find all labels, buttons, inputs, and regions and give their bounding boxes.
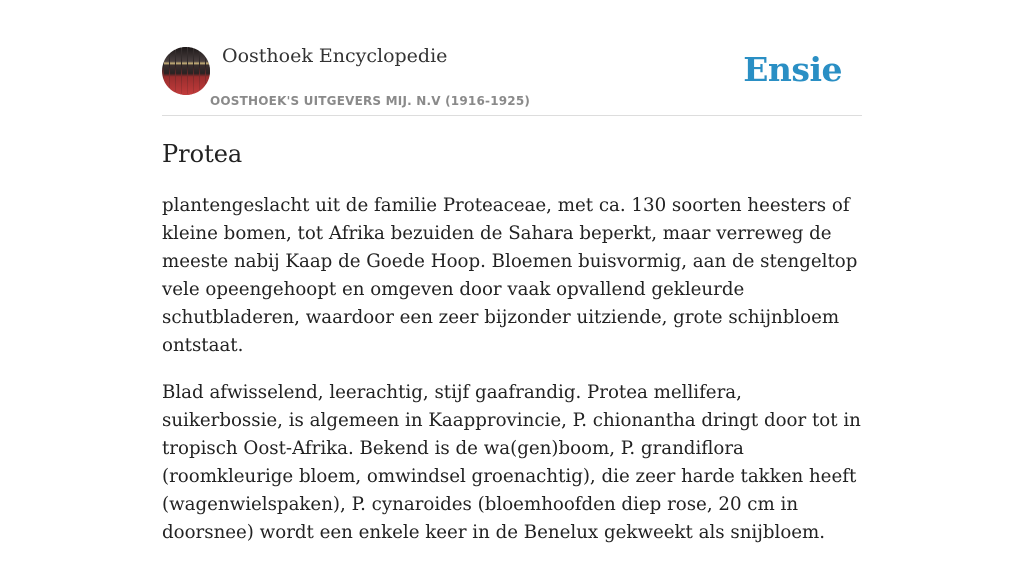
publication-title[interactable]: Oosthoek Encyclopedie xyxy=(222,45,448,67)
article-paragraph: plantengeslacht uit de familie Proteaceae, met ca. 130 soorten heesters of kleine bomen, tot Afrika bezuiden de Sahara beperkt, maar verreweg de meeste nabij Kaap de Goede Hoop. Bloemen buisvormig, aan de stengeltop vele opeengehoopt en omgeven door vaak opvallend gekleurde schutbladeren, waardoor een zeer bijzonder uitziende, grote schijnbloem ontstaat. xyxy=(162,195,858,356)
article-body xyxy=(162,192,862,566)
brand-logo[interactable]: Ensie xyxy=(743,50,842,89)
publisher-name: OOSTHOEK'S UITGEVERS MIJ. N.V (1916-1925) xyxy=(210,94,531,108)
article-title: Protea xyxy=(162,140,243,168)
article-paragraph: Blad afwisselend, leerachtig, stijf gaafrandig. Protea mellifera, suikerbossie, is algemeen in Kaapprovincie, P. chionantha dringt door tot in tropisch Oost-Afrika. Bekend is de wa(gen)boom, P. grandiflora (roomkleurige bloem, omwindsel groenachtig), die zeer harde takken heeft (wagenwielspaken), P. cynaroides (bloemhoofden diep rose, 20 cm in doorsnee) wordt een enkele keer in de Benelux gekweekt als snijbloem. xyxy=(162,382,861,543)
page-container xyxy=(162,0,862,543)
publication-header xyxy=(162,0,862,116)
publication-avatar[interactable] xyxy=(162,47,210,95)
